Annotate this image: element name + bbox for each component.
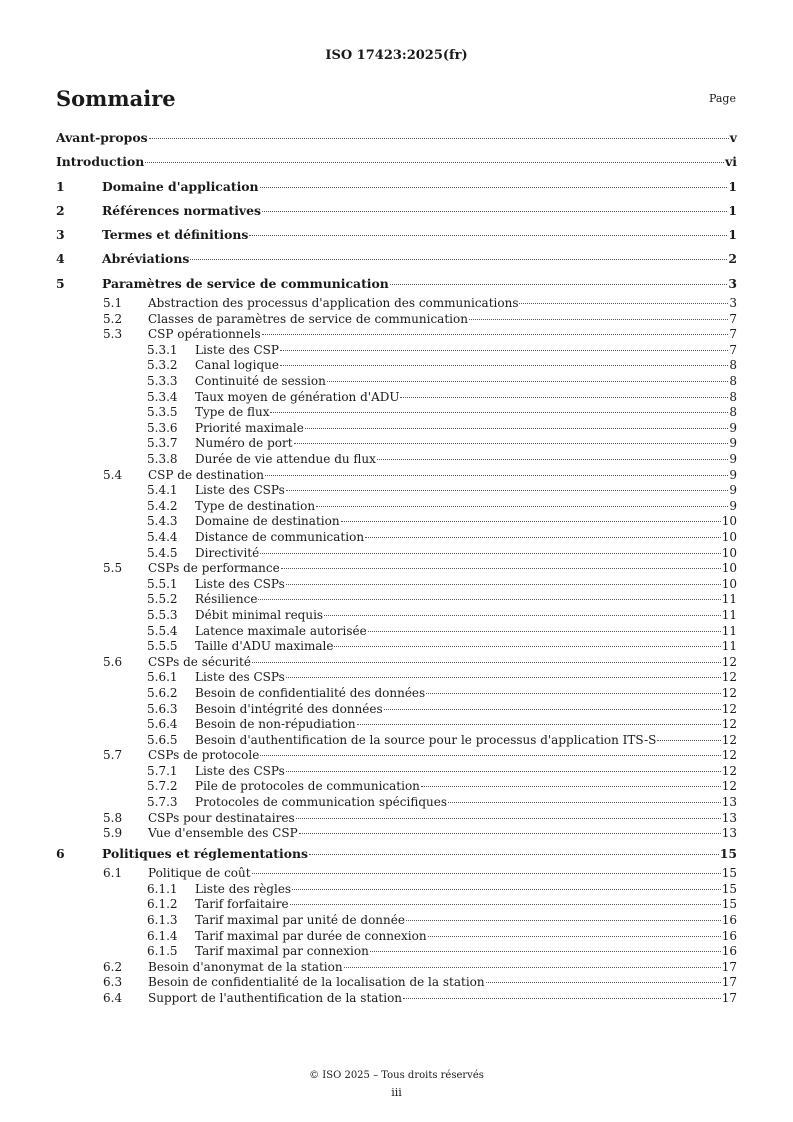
toc-entry[interactable] [56, 913, 737, 929]
toc-entry-page: v [729, 130, 737, 145]
dot-leader [262, 334, 729, 335]
toc-entry-number: 5.3.6 [147, 420, 178, 435]
toc-entry-number: 5.3 [103, 327, 123, 342]
toc-entry-page: 12 [721, 748, 737, 763]
dot-leader [377, 459, 728, 460]
toc-entry-number: 5.4.1 [147, 483, 178, 498]
toc-entry[interactable] [56, 717, 737, 733]
toc-entry-page: 2 [728, 251, 737, 267]
toc-entry[interactable] [56, 452, 737, 468]
toc-entry-title: Abréviations [102, 251, 190, 267]
toc-entry-number: 5 [56, 275, 65, 291]
toc-entry-page: 15 [719, 845, 737, 861]
dot-leader [260, 553, 721, 554]
toc-entry-page: 9 [729, 452, 737, 467]
toc-entry-title: Taux moyen de génération d'ADU [195, 389, 400, 404]
toc-entry-title: Tarif maximal par unité de donnée [195, 912, 405, 927]
toc-entry[interactable] [56, 247, 737, 271]
toc-entry-page: 10 [721, 514, 737, 529]
toc-entry[interactable] [56, 764, 737, 780]
toc-entry[interactable] [56, 327, 737, 343]
toc-entry[interactable] [56, 374, 737, 390]
toc-entry-number: 6.1.1 [147, 881, 178, 896]
dot-leader [252, 662, 721, 663]
toc-entry-page: 12 [721, 763, 737, 778]
toc-entry-title: Type de flux [195, 405, 270, 420]
dot-leader [286, 677, 721, 678]
toc-entry[interactable] [56, 639, 737, 655]
toc-entry-page: 9 [729, 420, 737, 435]
toc-entry-page: 7 [729, 342, 737, 357]
toc-entry-title: Durée de vie attendue du flux [195, 452, 376, 467]
toc-entry-page: 8 [729, 374, 737, 389]
dot-leader [258, 599, 720, 600]
toc-entry-page: 8 [729, 389, 737, 404]
toc-entry-page: 12 [721, 670, 737, 685]
toc-entry-number: 5.3.8 [147, 452, 178, 467]
toc-entry[interactable] [56, 175, 737, 199]
toc-entry-number: 2 [56, 202, 65, 218]
toc-entry-title: CSP opérationnels [148, 327, 261, 342]
toc-entry-page: 16 [721, 928, 737, 943]
toc-entry-page: 9 [729, 467, 737, 482]
toc-entry-page: 1 [728, 227, 737, 243]
toc-entry-page: 15 [721, 881, 737, 896]
toc-entry-title: Liste des CSPs [195, 670, 285, 685]
toc-entry-page: 9 [729, 498, 737, 513]
toc-entry-page: 12 [721, 732, 737, 747]
toc-entry-title: Besoin de confidentialité de la localisation de la station [148, 975, 485, 990]
toc-entry-number: 5.3.1 [147, 342, 178, 357]
toc-entry-number: 6.1 [103, 866, 123, 881]
toc-entry-page: 9 [729, 483, 737, 498]
toc-entry-page: 8 [729, 358, 737, 373]
dot-leader [252, 873, 721, 874]
dot-leader [296, 818, 721, 819]
page-column-label: Page [708, 92, 736, 105]
toc-entry-title: Vue d'ensemble des CSP [148, 826, 298, 841]
toc-entry-page: 15 [721, 897, 737, 912]
toc-entry-title: Tarif maximal par connexion [195, 944, 369, 959]
toc-entry-page: 12 [721, 717, 737, 732]
toc-entry[interactable] [56, 866, 737, 882]
toc-entry[interactable] [56, 296, 737, 312]
toc-entry-number: 5.5.4 [147, 623, 178, 638]
toc-entry[interactable] [56, 608, 737, 624]
toc-entry-title: Directivité [195, 545, 260, 560]
dot-leader [406, 920, 721, 921]
toc-entry[interactable] [56, 702, 737, 718]
dot-leader [149, 138, 729, 139]
toc-entry-number: 5.3.3 [147, 374, 178, 389]
toc-entry-number: 1 [56, 178, 65, 194]
toc-entry-number: 3 [56, 227, 65, 243]
toc-entry-number: 5.6.3 [147, 701, 178, 716]
toc-entry-page: 10 [721, 561, 737, 576]
toc-entry-page: 16 [721, 944, 737, 959]
toc-entry[interactable] [56, 126, 737, 150]
toc-entry-number: 6.1.4 [147, 928, 178, 943]
toc-entry-title: Besoin de non-répudiation [195, 717, 356, 732]
toc-entry-number: 5.5.5 [147, 639, 178, 654]
toc-entry[interactable] [56, 561, 737, 577]
toc-entry-page: 12 [721, 701, 737, 716]
toc-entry[interactable] [56, 670, 737, 686]
toc-entry-page: 10 [721, 545, 737, 560]
toc-entry-page: 1 [728, 202, 737, 218]
toc-entry[interactable] [56, 655, 737, 671]
toc-entry-number: 6.2 [103, 959, 123, 974]
dot-leader [384, 709, 721, 710]
toc-entry[interactable] [56, 686, 737, 702]
toc-entry-page: 11 [721, 607, 737, 622]
toc-entry-number: 4 [56, 251, 65, 267]
toc-entry-number: 5.3.7 [147, 436, 178, 451]
toc-entry[interactable] [56, 779, 737, 795]
dot-leader [280, 350, 728, 351]
dot-leader [316, 506, 728, 507]
toc-entry[interactable] [56, 312, 737, 328]
toc-entry-page: 11 [721, 623, 737, 638]
toc-entry[interactable] [56, 390, 737, 406]
dot-leader [286, 584, 721, 585]
toc-entry-number: 5.7.2 [147, 779, 178, 794]
toc-entry-page: 12 [721, 779, 737, 794]
toc-entry[interactable] [56, 358, 737, 374]
toc-entry-page: vi [725, 154, 737, 170]
toc-entry[interactable] [56, 826, 737, 842]
page-number: iii [391, 1086, 402, 1099]
toc-entry[interactable] [56, 733, 737, 749]
dot-leader [327, 381, 729, 382]
toc-entry-title: Références normatives [102, 202, 261, 218]
toc-entry-title: Domaine d'application [102, 178, 259, 194]
toc-entry-number: 5.4.3 [147, 514, 178, 529]
toc-entry-title: Termes et définitions [102, 227, 249, 243]
toc-entry-title: Protocoles de communication spécifiques [195, 795, 448, 810]
dot-leader [426, 693, 721, 694]
toc-entry-title: Besoin d'anonymat de la station [148, 959, 343, 974]
toc-entry-title: Abstraction des processus d'application des communications [148, 296, 519, 311]
toc-entry-title: Liste des règles [195, 881, 292, 896]
toc-entry-page: 16 [721, 912, 737, 927]
toc-entry[interactable] [56, 546, 737, 562]
dot-leader [486, 982, 721, 983]
toc-entry-number: 5.4.4 [147, 529, 178, 544]
dot-leader [448, 802, 721, 803]
dot-leader [292, 889, 721, 890]
toc-entry[interactable] [56, 748, 737, 764]
dot-leader [400, 397, 728, 398]
toc-entry-number: 5.1 [103, 296, 123, 311]
toc-entry-title: Distance de communication [195, 529, 365, 544]
toc-entry-title: Politiques et réglementations [102, 845, 308, 861]
toc-entry-title: Débit minimal requis [195, 607, 324, 622]
toc-entry[interactable] [56, 929, 737, 945]
toc-entry-page: 13 [721, 810, 737, 825]
toc-entry-page: 9 [729, 436, 737, 451]
toc-entry-title: Classes de paramètres de service de communication [148, 311, 468, 326]
dot-leader [421, 786, 721, 787]
toc-entry-number: 5.4.5 [147, 545, 178, 560]
toc-entry-number: 5.3.5 [147, 405, 178, 420]
page-title: Sommaire [56, 86, 176, 111]
toc-entry[interactable] [56, 343, 737, 359]
copyright-footer: © ISO 2025 – Tous droits réservés [309, 1070, 484, 1081]
toc-entry[interactable] [56, 468, 737, 484]
toc-entry-page: 10 [721, 529, 737, 544]
toc-entry-number: 5.3.2 [147, 358, 178, 373]
toc-entry-page: 17 [721, 959, 737, 974]
toc-entry-page: 3 [728, 275, 737, 291]
dot-leader [260, 187, 728, 188]
dot-leader [249, 235, 727, 236]
toc-entry-page: 17 [721, 990, 737, 1005]
dot-leader [190, 259, 727, 260]
toc-entry-page: 13 [721, 795, 737, 810]
toc-entry-page: 17 [721, 975, 737, 990]
document-id-header: ISO 17423:2025(fr) [325, 48, 468, 63]
toc-entry-title: Numéro de port [195, 436, 293, 451]
toc-entry-title: Besoin de confidentialité des données [195, 685, 426, 700]
toc-entry-page: 7 [729, 311, 737, 326]
toc-entry[interactable] [56, 436, 737, 452]
dot-leader [265, 475, 728, 476]
toc-entry-page: 11 [721, 592, 737, 607]
toc-entry-page: 11 [721, 639, 737, 654]
toc-entry-number: 6 [56, 845, 65, 861]
toc-entry[interactable] [56, 960, 737, 976]
toc-entry-title: Support de l'authentification de la station [148, 990, 403, 1005]
toc-entry-number: 5.6 [103, 654, 123, 669]
toc-entry-title: Taille d'ADU maximale [195, 639, 334, 654]
dot-leader [357, 724, 721, 725]
toc-entry-number: 6.1.2 [147, 897, 178, 912]
toc-entry-number: 6.1.3 [147, 912, 178, 927]
toc-entry-title: Besoin d'intégrité des données [195, 701, 383, 716]
toc-entry-page: 12 [721, 654, 737, 669]
toc-entry-title: Tarif maximal par durée de connexion [195, 928, 427, 943]
dot-leader [365, 537, 721, 538]
toc-entry-title: CSPs de sécurité [148, 654, 251, 669]
toc-entry-page: 7 [729, 327, 737, 342]
toc-entry[interactable] [56, 624, 737, 640]
toc-entry-number: 5.7.3 [147, 795, 178, 810]
toc-entry[interactable] [56, 795, 737, 811]
toc-entry[interactable] [56, 944, 737, 960]
toc-entry[interactable] [56, 199, 737, 223]
toc-entry[interactable] [56, 223, 737, 247]
toc-entry[interactable] [56, 811, 737, 827]
toc-entry-number: 5.3.4 [147, 389, 178, 404]
dot-leader [324, 615, 721, 616]
dot-leader [428, 936, 721, 937]
toc-entry-number: 6.4 [103, 990, 123, 1005]
toc-entry-title: CSP de destination [148, 467, 264, 482]
toc-entry[interactable] [56, 514, 737, 530]
toc-entry-number: 5.5.2 [147, 592, 178, 607]
toc-entry-title: Type de destination [195, 498, 316, 513]
toc-entry[interactable] [56, 577, 737, 593]
dot-leader [286, 490, 729, 491]
toc-entry-page: 15 [721, 866, 737, 881]
toc-entry-title: Politique de coût [148, 866, 251, 881]
toc-entry-page: 13 [721, 826, 737, 841]
toc-entry-number: 5.5.1 [147, 576, 178, 591]
toc-entry-title: Domaine de destination [195, 514, 340, 529]
toc-entry-number: 5.6.5 [147, 732, 178, 747]
toc-entry-title: CSPs de protocole [148, 748, 260, 763]
toc-entry-number: 5.2 [103, 311, 123, 326]
toc-entry-number: 5.5.3 [147, 607, 178, 622]
dot-leader [145, 162, 724, 163]
dot-leader [309, 854, 719, 855]
toc-entry[interactable] [56, 421, 737, 437]
toc-entry-title: Latence maximale autorisée [195, 623, 367, 638]
toc-entry[interactable] [56, 150, 737, 174]
toc-entry-number: 6.3 [103, 975, 123, 990]
toc-entry-page: 12 [721, 685, 737, 700]
toc-entry[interactable] [56, 975, 737, 991]
toc-entry-number: 5.6.4 [147, 717, 178, 732]
table-of-contents [56, 126, 737, 1007]
dot-leader [286, 771, 721, 772]
toc-entry-number: 5.6.1 [147, 670, 178, 685]
toc-entry-title: Canal logique [195, 358, 279, 373]
dot-leader [262, 211, 727, 212]
toc-entry-number: 5.5 [103, 561, 123, 576]
toc-entry[interactable] [56, 592, 737, 608]
dot-leader [390, 284, 728, 285]
toc-entry-title: Liste des CSPs [195, 763, 285, 778]
toc-entry[interactable] [56, 882, 737, 898]
toc-entry-title: Continuité de session [195, 374, 326, 389]
toc-entry-number: 5.4 [103, 467, 123, 482]
dot-leader [403, 998, 721, 999]
dot-leader [299, 833, 721, 834]
dot-leader [334, 646, 720, 647]
dot-leader [305, 428, 729, 429]
toc-entry-page: 10 [721, 576, 737, 591]
toc-entry-number: 5.4.2 [147, 498, 178, 513]
dot-leader [370, 951, 721, 952]
toc-entry-title: Tarif forfaitaire [195, 897, 289, 912]
toc-entry[interactable] [56, 272, 737, 296]
toc-entry-number: 6.1.5 [147, 944, 178, 959]
dot-leader [341, 521, 721, 522]
dot-leader [290, 904, 721, 905]
dot-leader [519, 303, 728, 304]
toc-entry-number: 5.6.2 [147, 685, 178, 700]
toc-entry[interactable] [56, 897, 737, 913]
toc-entry-number: 5.9 [103, 826, 123, 841]
toc-entry-number: 5.7.1 [147, 763, 178, 778]
toc-entry-title: Avant-propos [56, 130, 148, 145]
toc-entry[interactable] [56, 530, 737, 546]
dot-leader [657, 740, 720, 741]
toc-entry-number: 5.8 [103, 810, 123, 825]
toc-entry[interactable] [56, 483, 737, 499]
toc-entry[interactable] [56, 991, 737, 1007]
toc-entry-page: 3 [729, 296, 737, 311]
toc-entry[interactable] [56, 842, 737, 866]
toc-entry-title: Priorité maximale [195, 420, 304, 435]
toc-entry[interactable] [56, 499, 737, 515]
toc-entry-title: Besoin d'authentification de la source pour le processus d'application ITS-S [195, 732, 657, 747]
toc-entry-title: CSPs pour destinataires [148, 810, 295, 825]
toc-entry-title: Paramètres de service de communication [102, 275, 389, 291]
dot-leader [368, 631, 721, 632]
toc-entry-title: Résilience [195, 592, 258, 607]
dot-leader [280, 365, 728, 366]
toc-entry-title: Pile de protocoles de communication [195, 779, 420, 794]
toc-entry-title: Introduction [56, 154, 145, 170]
toc-entry-page: 1 [728, 178, 737, 194]
toc-entry-title: Liste des CSPs [195, 483, 285, 498]
dot-leader [281, 568, 721, 569]
toc-entry-title: CSPs de performance [148, 561, 280, 576]
dot-leader [260, 755, 720, 756]
toc-entry[interactable] [56, 405, 737, 421]
toc-entry-title: Liste des CSPs [195, 576, 285, 591]
toc-entry-title: Liste des CSP [195, 342, 279, 357]
dot-leader [344, 967, 721, 968]
dot-leader [469, 319, 728, 320]
toc-entry-page: 8 [729, 405, 737, 420]
dot-leader [294, 443, 729, 444]
toc-entry-number: 5.7 [103, 748, 123, 763]
dot-leader [270, 412, 728, 413]
